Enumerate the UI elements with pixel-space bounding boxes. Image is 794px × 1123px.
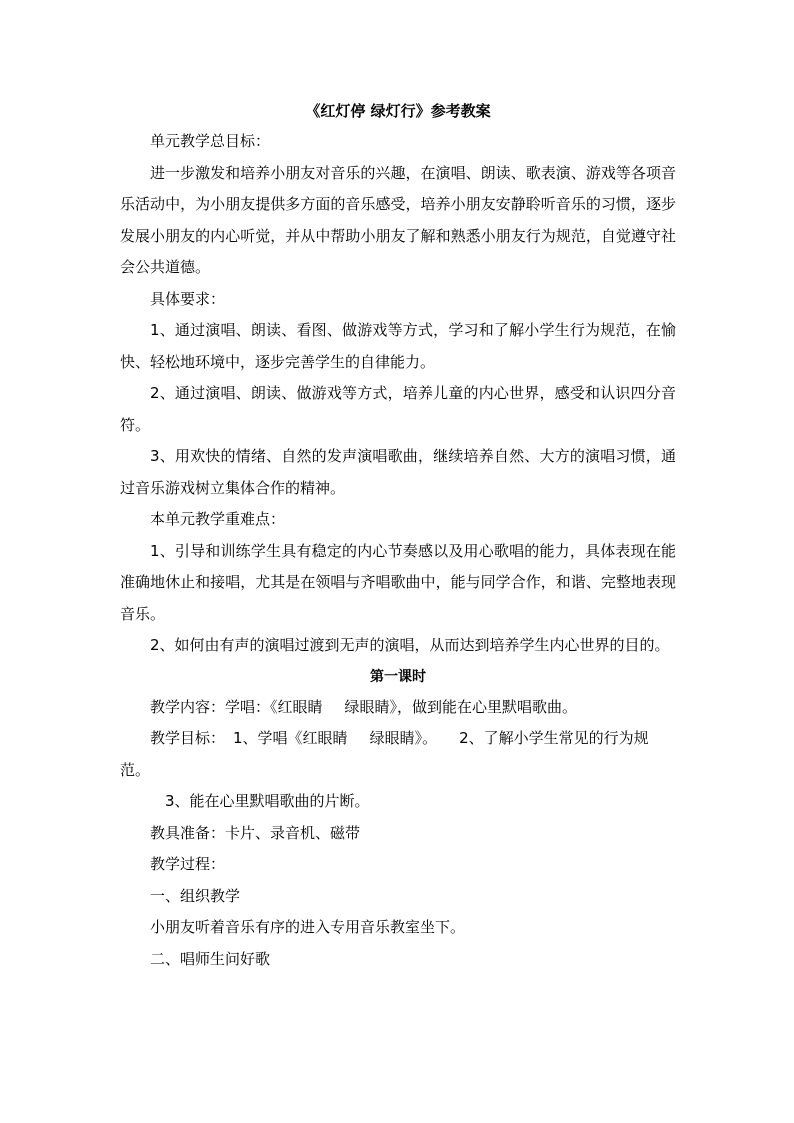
teaching-content: [120, 692, 676, 724]
lesson-title: 第一课时: [370, 668, 426, 685]
teaching-objectives: [120, 723, 676, 786]
requirements-heading: 具体要求：: [150, 289, 226, 308]
document-title: 《红灯停 绿灯行》参考教案: [305, 102, 491, 120]
difficulties-heading: 本单元教学重难点：: [150, 510, 286, 528]
requirement-item: 2、通过演唱、朗读、做游戏等方式，培养儿童的内心世界，感受和认识四分音符。: [120, 384, 676, 434]
teaching-tools: 教具准备：卡片、录音机、磁带: [150, 823, 361, 842]
step-1-text: 小朋友听着音乐有序的进入专用音乐教室坐下。: [150, 918, 466, 936]
teaching-content-part1: 教学内容：学唱：《红眼睛: [150, 697, 323, 716]
objective-1a: 1、学唱《红眼睛: [233, 729, 348, 747]
unit-goal-heading: 单元教学总目标：: [150, 132, 271, 150]
requirement-item: 3、用欢快的情绪、自然的发声演唱歌曲，继续培养自然、大方的演唱习惯，通过音乐游戏树立集体合作的精神。: [120, 447, 676, 497]
difficulty-item: 1、引导和训练学生具有稳定的内心节奏感以及用心歌唱的能力，具体表现在能准确地休止和接唱，尤其是在领唱与齐唱歌曲中，能与同学合作，和谐、完整地表现音乐。: [120, 541, 676, 623]
objective-1b: 绿眼睛》。: [369, 729, 438, 747]
objective-3: 3、能在心里默唱歌曲的片断。: [165, 792, 370, 810]
teaching-content-part2: 绿眼睛》，做到能在心里默唱歌曲。: [344, 697, 578, 716]
objective-2: 2、了解小学生常见的行为规范。: [120, 729, 649, 779]
requirement-item: 1、通过演唱、朗读、看图、做游戏等方式，学习和了解小学生行为规范，在愉快、轻松地环境中，逐步完善学生的自律能力。: [120, 321, 676, 371]
step-2-heading: 二、唱师生问好歌: [150, 949, 271, 968]
unit-goal-text: 进一步激发和培养小朋友对音乐的兴趣，在演唱、朗读、歌表演、游戏等各项音乐活动中，为小朋友提供多方面的音乐感受，培养小朋友安静聆听音乐的习惯，逐步发展小朋友的内心听觉，并从中帮助小朋友了解和熟悉小朋友行为规范，自觉遵守社会公共道德。: [120, 163, 676, 276]
step-1-heading: 一、组织教学: [150, 886, 241, 905]
document-body: [120, 96, 676, 975]
objectives-label: 教学目标：: [150, 729, 226, 747]
process-heading: 教学过程：: [150, 855, 226, 873]
difficulty-item: 2、如何由有声的演唱过渡到无声的演唱，从而达到培养学生内心世界的目的。: [150, 636, 670, 654]
